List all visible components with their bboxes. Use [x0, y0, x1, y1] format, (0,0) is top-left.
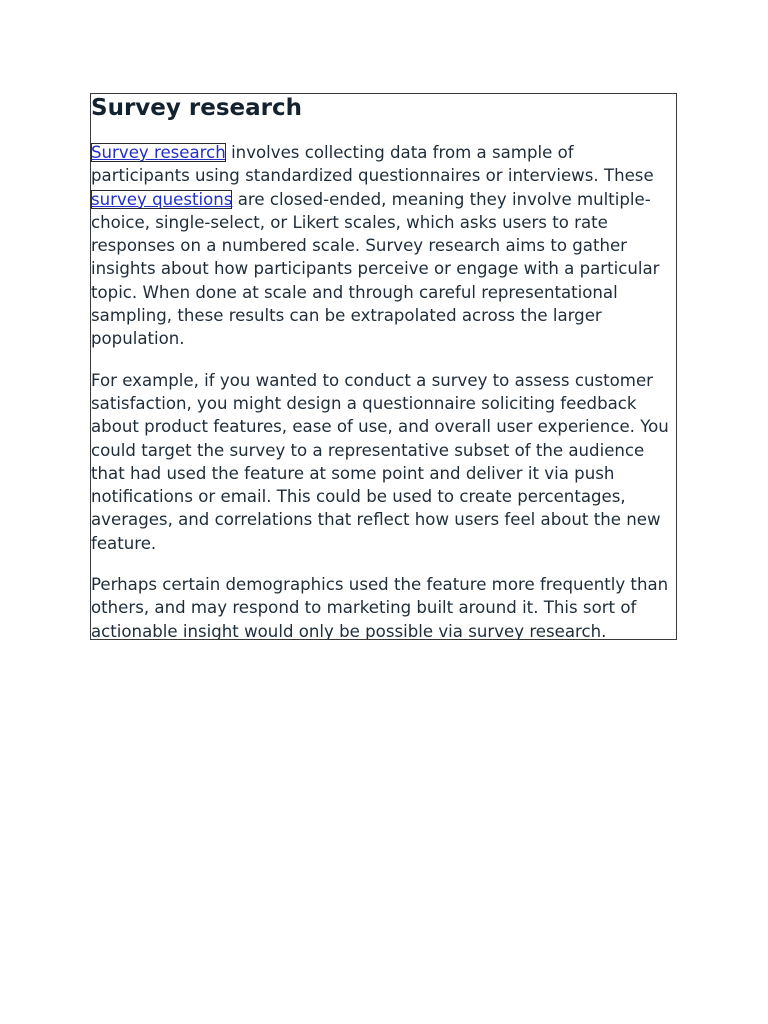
survey-questions-link[interactable]: survey questions [91, 189, 233, 209]
paragraph-intro-text-1: involves collecting data from a sample of participants using standardized questionnaires or interviews. These [91, 143, 654, 186]
section-title: Survey research [91, 95, 302, 121]
paragraph-example: For example, if you wanted to conduct a survey to assess customer satisfaction, you might design a questionnaire soliciting feedback about product features, ease of use, and overall user experience. You could target the survey to a representative subset of the audience that had used the feature at some point and deliver it via push notifications or email. This could be used to create percentages, averages, and correlations that reflect how users feel about the new feature. [91, 370, 669, 553]
survey-research-link[interactable]: Survey research [91, 143, 226, 162]
paragraph-conclusion: Perhaps certain demographics used the feature more frequently than others, and may respond to marketing built around it. This sort of actionable insight would only be possible via survey research. [91, 575, 669, 640]
paragraph-intro-text-2: are closed-ended, meaning they involve multiple-choice, single-select, or Likert scales, which asks users to rate responses on a numbered scale. Survey research aims to gather insights about how participants perceive or engage with a particular topic. When done at scale and through careful representational sampling, these results can be extrapolated across the larger population. [91, 189, 660, 349]
article-section [90, 93, 677, 640]
paragraph-intro [91, 141, 676, 351]
